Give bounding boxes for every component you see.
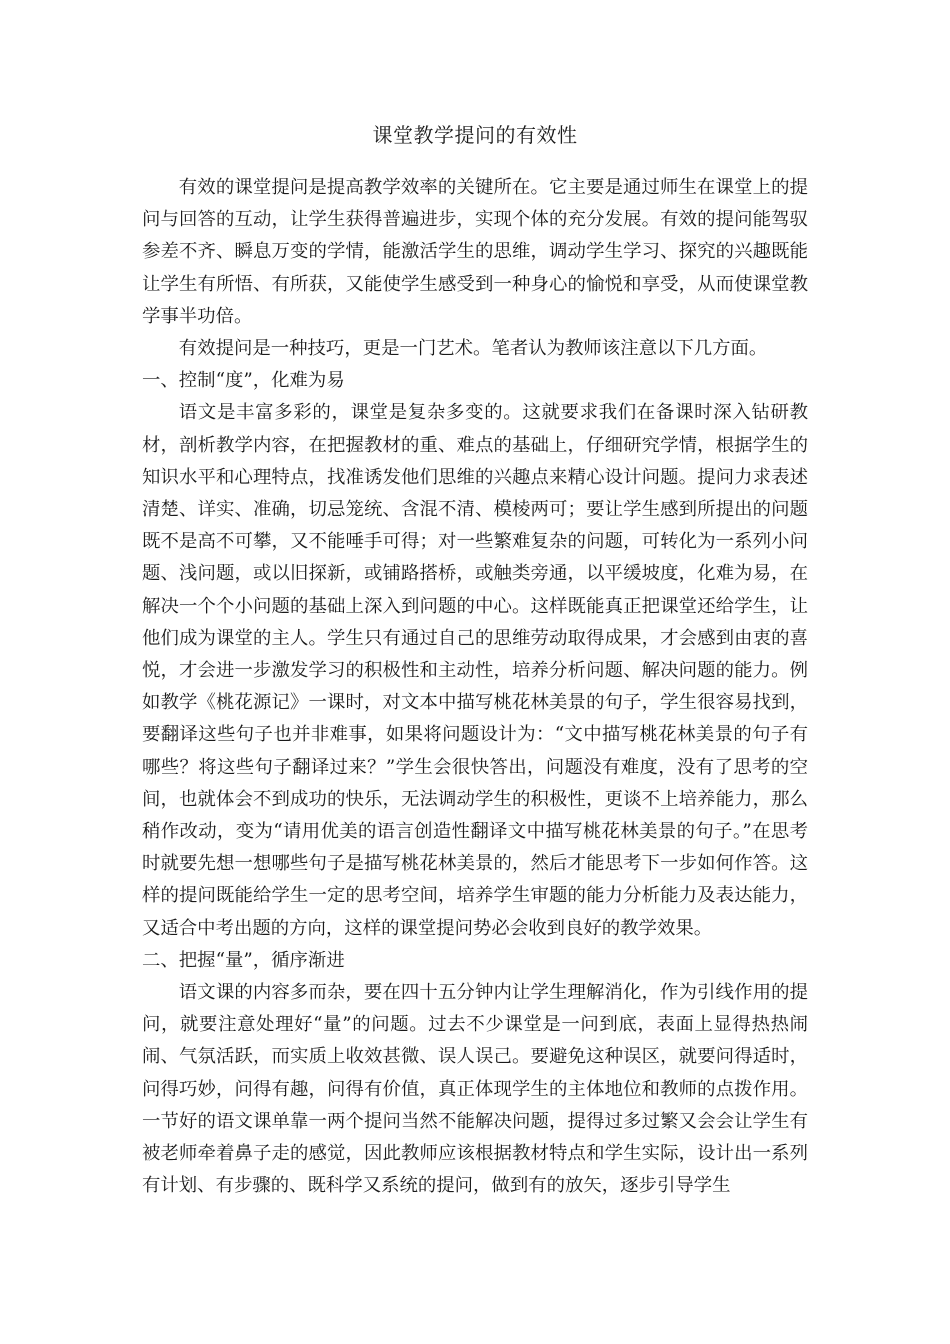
section-heading-2: 二、把握“量”，循序渐进	[142, 949, 345, 971]
paragraph-overview: 有效提问是一种技巧，更是一门艺术。笔者认为教师该注意以下几方面。	[178, 338, 768, 360]
section-heading-1: 一、控制“度”，化难为易	[142, 370, 345, 392]
paragraph-section-2: 语文课的内容多而杂，要在四十五分钟内让学生理解消化，作为引线作用的提问，就要注意处理好“量”的问题。过去不少课堂是一问到底，表面上显得热热闹闹、气氛活跃，而实质上收效甚微、误人误己。要避免这种误区，就要问得适时，问得巧妙，问得有趣，问得有价值，真正体现学生的主体地位和教师的点拨作用。一节好的语文课单靠一两个提问当然不能解决问题，提得过多过繁又会会让学生有被老师牵着鼻子走的感觉，因此教师应该根据教材特点和学生实际，设计出一系列有计划、有步骤的、既科学又系统的提问，做到有的放矢，逐步引导学生	[142, 982, 808, 1197]
document-body	[142, 116, 808, 1203]
paragraph-section-1: 语文是丰富多彩的，课堂是复杂多变的。这就要求我们在备课时深入钻研教材，剖析教学内容，在把握教材的重、难点的基础上，仔细研究学情，根据学生的知识水平和心理特点，找准诱发他们思维的兴趣点来精心设计问题。提问力求表述清楚、详实、准确，切忌笼统、含混不清、模棱两可；要让学生感到所提出的问题既不是高不可攀，又不能唾手可得；对一些繁难复杂的问题，可转化为一系列小问题、浅问题，或以旧探新，或铺路搭桥，或触类旁通，以平缓坡度，化难为易，在解决一个个小问题的基础上深入到问题的中心。这样既能真正把课堂还给学生，让他们成为课堂的主人。学生只有通过自己的思维劳动取得成果，才会感到由衷的喜悦，才会进一步激发学习的积极性和主动性，培养分析问题、解决问题的能力。例如教学《桃花源记》一课时，对文本中描写桃花林美景的句子，学生很容易找到，要翻译这些句子也并非难事，如果将问题设计为：“文中描写桃花林美景的句子有哪些？将这些句子翻译过来？”学生会很快答出，问题没有难度，没有了思考的空间，也就体会不到成功的快乐，无法调动学生的积极性，更谈不上培养能力，那么稍作改动，变为“请用优美的语言创造性翻译文中描写桃花林美景的句子。”在思考时就要先想一想哪些句子是描写桃花林美景的，然后才能思考下一步如何作答。这样的提问既能给学生一定的思考空间，培养学生审题的能力分析能力及表达能力，又适合中考出题的方向，这样的课堂提问势必会收到良好的教学效果。	[142, 402, 808, 939]
paragraph-intro: 有效的课堂提问是提高教学效率的关键所在。它主要是通过师生在课堂上的提问与回答的互动，让学生获得普遍进步，实现个体的充分发展。有效的提问能驾驭参差不齐、瞬息万变的学情，能激活学生的思维，调动学生学习、探究的兴趣既能让学生有所悟、有所获，又能使学生感受到一种身心的愉悦和享受，从而使课堂教学事半功倍。	[142, 177, 808, 327]
document-title: 课堂教学提问的有效性	[372, 123, 578, 147]
